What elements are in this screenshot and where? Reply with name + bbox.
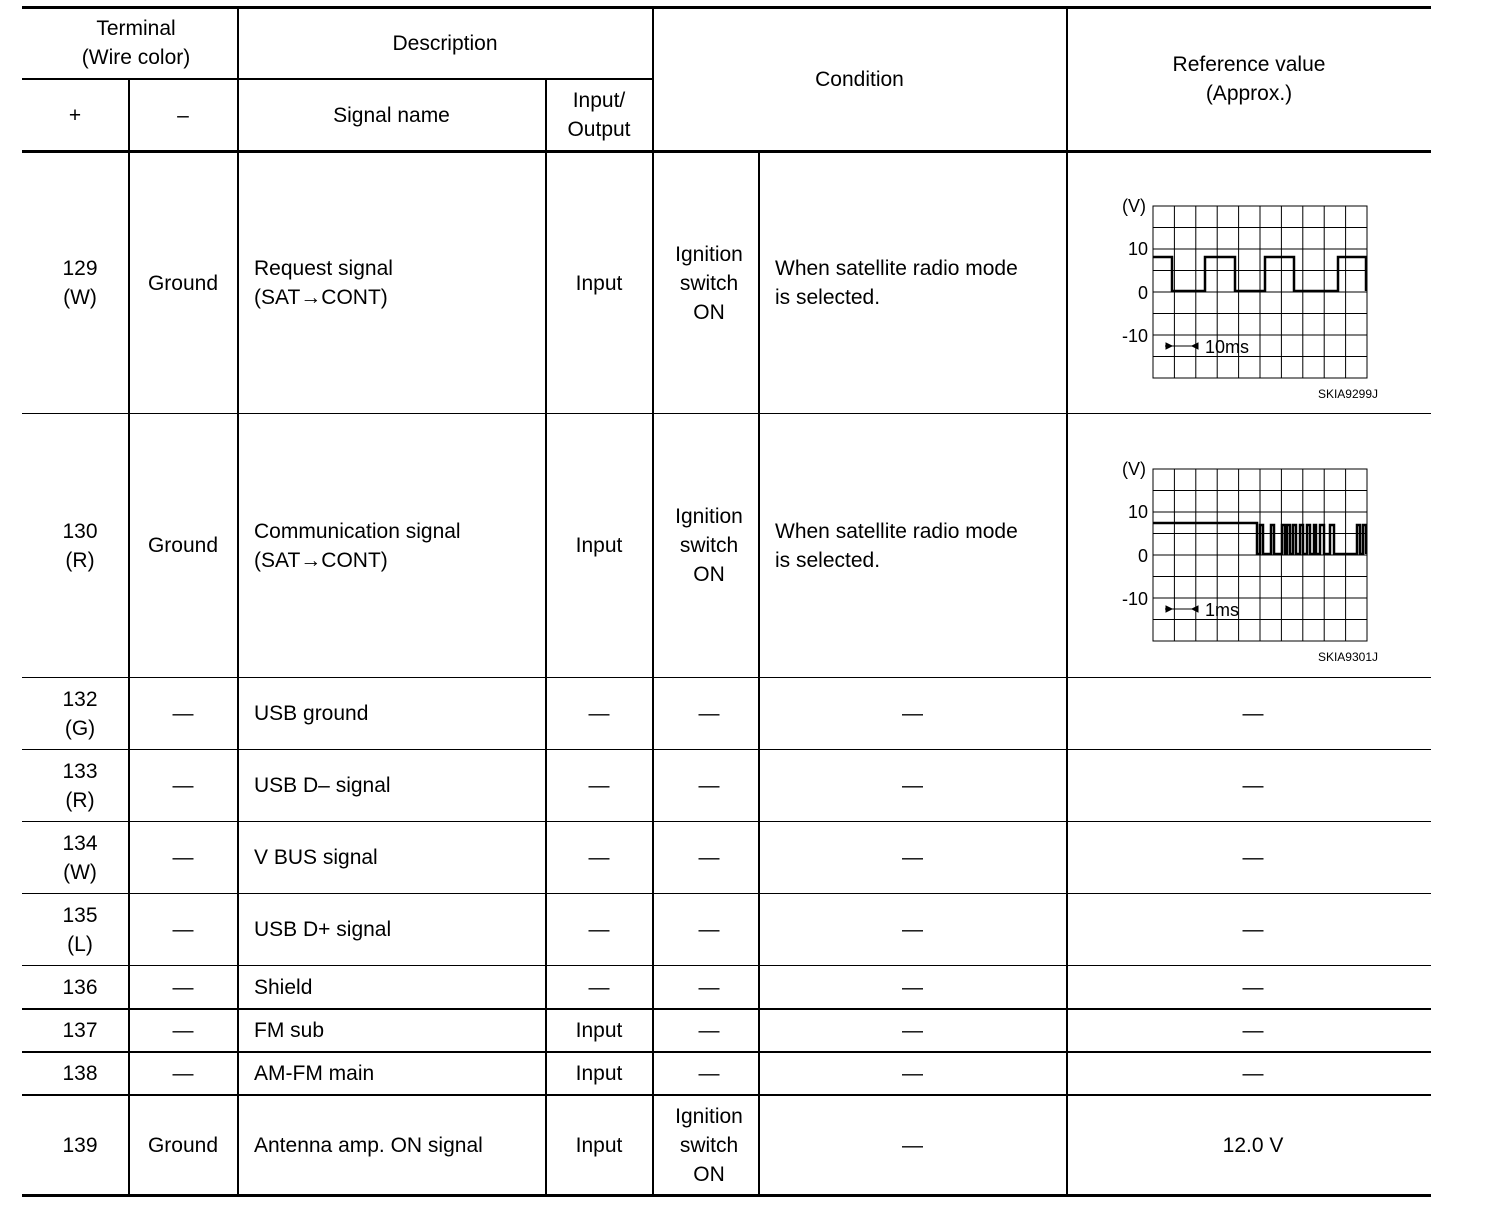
input-output: Input — [575, 1133, 623, 1157]
signal-name: Antenna amp. ON signal — [254, 1133, 483, 1157]
condition-switch: — — [698, 846, 720, 869]
condition-switch: — — [698, 1062, 720, 1085]
wave-figure-id: SKIA9299J — [1317, 387, 1378, 401]
terminal-minus: — — [172, 702, 194, 725]
wave-time-scale: 1ms — [1205, 600, 1240, 620]
wave-figure-id: SKIA9301J — [1317, 650, 1378, 664]
waveform-communication-signal — [1110, 453, 1400, 673]
col-divider — [237, 6, 239, 1195]
wave-time-scale: 10ms — [1205, 337, 1250, 357]
terminal-minus: — — [172, 846, 194, 869]
condition-switch: — — [698, 918, 720, 941]
terminal-plus: 130 (R) — [62, 519, 98, 572]
header-terminal: Terminal (Wire color) — [81, 17, 191, 69]
condition-switch: — — [698, 975, 720, 999]
terminal-minus: — — [172, 1019, 194, 1042]
input-output: Input — [575, 1062, 623, 1085]
wave-tick: -10 — [1121, 326, 1148, 346]
header-description: Description — [392, 31, 498, 55]
condition-detail: — — [902, 1019, 923, 1042]
signal-name: AM-FM main — [254, 1062, 375, 1085]
terminal-minus: Ground — [147, 1133, 219, 1157]
wave-unit: (V) — [1122, 459, 1146, 479]
reference-value: — — [1242, 846, 1264, 869]
condition-detail: — — [902, 1133, 923, 1157]
terminal-plus: 138 — [62, 1062, 98, 1085]
condition-detail: — — [902, 702, 923, 725]
terminal-plus: 137 — [62, 1019, 98, 1042]
input-output: Input — [575, 1019, 623, 1042]
terminal-plus: 132 (G) — [62, 687, 98, 740]
condition-detail: — — [902, 1062, 923, 1085]
signal-name: USB D+ signal — [254, 918, 392, 941]
signal-name: Shield — [254, 975, 313, 999]
signal-name: USB D– signal — [254, 774, 391, 797]
input-output: — — [588, 918, 610, 941]
input-output: Input — [575, 271, 623, 295]
condition-detail: — — [902, 918, 923, 941]
condition-switch: — — [698, 1019, 720, 1042]
wave-tick: 10 — [1127, 239, 1148, 259]
header-minus: – — [177, 103, 189, 127]
condition-detail: When satellite radio mode is selected. — [775, 257, 1018, 309]
terminal-plus: 133 (R) — [62, 759, 98, 812]
header-reference: Reference value (Approx.) — [1172, 53, 1326, 105]
terminal-minus: Ground — [147, 271, 219, 295]
condition-detail: — — [902, 846, 923, 869]
terminal-minus: — — [172, 918, 194, 941]
input-output: — — [588, 846, 610, 869]
condition-switch: — — [698, 774, 720, 797]
reference-value: 12.0 V — [1222, 1133, 1284, 1157]
condition-detail: — — [902, 774, 923, 797]
wave-unit: (V) — [1122, 196, 1146, 216]
wave-tick: 0 — [1137, 283, 1148, 303]
header-plus: + — [68, 103, 82, 127]
input-output: — — [588, 774, 610, 797]
reference-value: — — [1242, 1019, 1264, 1042]
condition-switch: Ignition switch ON — [675, 242, 743, 324]
terminal-plus: 134 (W) — [62, 831, 98, 884]
reference-value: — — [1242, 774, 1264, 797]
waveform-request-signal — [1110, 190, 1400, 410]
reference-value: — — [1242, 918, 1264, 941]
reference-value: — — [1242, 975, 1264, 999]
condition-switch: Ignition switch ON — [675, 505, 743, 586]
input-output: — — [588, 702, 610, 725]
header-input-output: Input/ Output — [567, 89, 631, 141]
rule-bottom — [22, 1194, 1431, 1197]
condition-detail: — — [902, 975, 923, 999]
input-output: — — [588, 975, 610, 999]
condition-detail: When satellite radio mode is selected. — [775, 519, 1018, 572]
header-condition: Condition — [815, 67, 904, 91]
signal-name: FM sub — [254, 1019, 325, 1042]
header-signal-name: Signal name — [333, 103, 450, 127]
wave-tick: 0 — [1137, 546, 1148, 566]
signal-name: Communication signal (SAT→CONT) — [254, 519, 461, 572]
reference-value: — — [1242, 1062, 1264, 1085]
terminal-minus: Ground — [147, 534, 219, 557]
terminal-minus: — — [172, 1062, 194, 1085]
signal-name: V BUS signal — [254, 846, 378, 869]
condition-switch: — — [698, 702, 720, 725]
terminal-plus: 135 (L) — [62, 903, 98, 956]
terminal-plus: 139 — [62, 1133, 98, 1157]
terminal-minus: — — [172, 975, 194, 999]
terminal-plus: 136 — [62, 975, 98, 999]
reference-value: — — [1242, 702, 1264, 725]
condition-switch: Ignition switch ON — [675, 1104, 743, 1186]
terminal-minus: — — [172, 774, 194, 797]
wave-tick: -10 — [1121, 589, 1148, 609]
wave-tick: 10 — [1127, 502, 1148, 522]
terminal-plus: 129 (W) — [62, 257, 98, 309]
input-output: Input — [575, 534, 623, 557]
signal-name: Request signal (SAT→CONT) — [254, 257, 393, 309]
signal-name: USB ground — [254, 702, 369, 725]
